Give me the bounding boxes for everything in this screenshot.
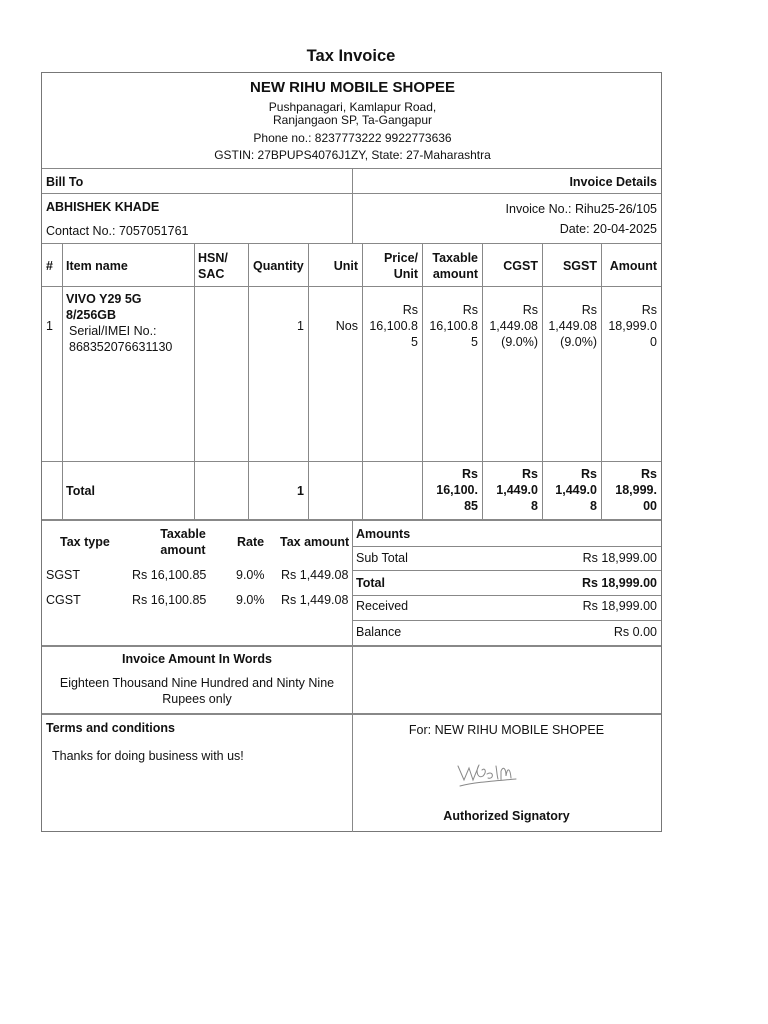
item-sgst: Rs 1,449.08 (9.0%) (548, 303, 597, 349)
amounts-heading: Amounts (356, 527, 411, 541)
balance-label: Balance (356, 625, 402, 639)
col-header-qty: Quantity (253, 259, 304, 273)
item-cgst: Rs 1,449.08 (9.0%) (489, 303, 538, 349)
total-label: Total (66, 484, 95, 498)
col-header-item: Item name (66, 259, 128, 273)
signature-image (454, 756, 520, 790)
subtotal-label: Sub Total (356, 551, 408, 565)
col-header-num: # (46, 259, 53, 273)
invoice-frame (41, 72, 662, 832)
shop-address-line2: Ranjangaon SP, Ta-Gangapur (272, 113, 432, 127)
total-qty: 1 (297, 484, 304, 498)
bill-to-heading: Bill To (46, 175, 84, 189)
invoice-date: Date: 20-04-2025 (559, 222, 657, 236)
tax-header-rate: Rate (237, 535, 265, 549)
amount-words-heading: Invoice Amount In Words (121, 652, 272, 666)
terms-heading: Terms and conditions (46, 721, 175, 735)
received-label: Received (356, 599, 409, 613)
col-header-cgst: CGST (503, 259, 538, 273)
customer-contact: Contact No.: 7057051761 (46, 224, 189, 238)
subtotal-value: Rs 18,999.00 (582, 551, 657, 565)
shop-address-line1: Pushpanagari, Kamlapur Road, (268, 100, 437, 114)
item-price: Rs 16,100.8 5 (369, 303, 418, 349)
shop-phone: Phone no.: 8237773222 9922773636 (253, 131, 452, 145)
terms-text: Thanks for doing business with us! (52, 749, 244, 763)
shop-name: NEW RIHU MOBILE SHOPEE (249, 79, 455, 96)
tax-header-amount: Tax amount (280, 535, 350, 549)
item-num: 1 (46, 319, 53, 333)
total-sgst: Rs 1,449.0 8 (555, 467, 597, 513)
item-unit: Nos (335, 319, 358, 333)
signatory-for: For: NEW RIHU MOBILE SHOPEE (408, 723, 605, 737)
tax-row-type: CGST (46, 593, 81, 607)
document-title: Tax Invoice (306, 47, 396, 65)
col-header-taxable: Taxable amount (432, 251, 478, 281)
customer-name: ABHISHEK KHADE (46, 200, 160, 214)
item-qty: 1 (297, 319, 304, 333)
tax-row-amount: Rs 1,449.08 (281, 593, 349, 607)
tax-header-taxable: Taxable amount (160, 527, 206, 557)
item-taxable: Rs 16,100.8 5 (429, 303, 478, 349)
received-value: Rs 18,999.00 (582, 599, 657, 613)
total-taxable: Rs 16,100. 85 (436, 467, 478, 513)
total-amount: Rs 18,999. 00 (615, 467, 657, 513)
item-name: VIVO Y29 5G 8/256GB Serial/IMEI No.: 868352076631130 (66, 292, 173, 354)
invoice-number: Invoice No.: Rihu25-26/105 (505, 202, 657, 216)
tax-row-amount: Rs 1,449.08 (281, 568, 349, 582)
col-header-amount: Amount (609, 259, 657, 273)
tax-row-rate: 9.0% (236, 568, 265, 582)
col-header-hsn: HSN/ SAC (198, 251, 228, 281)
tax-header-type: Tax type (60, 535, 110, 549)
tax-row-taxable: Rs 16,100.85 (132, 568, 207, 582)
tax-row-rate: 9.0% (236, 593, 265, 607)
total-cgst: Rs 1,449.0 8 (496, 467, 538, 513)
shop-gstin: GSTIN: 27BPUPS4076J1ZY, State: 27-Maharashtra (214, 148, 491, 162)
tax-row-taxable: Rs 16,100.85 (132, 593, 207, 607)
grand-total-value: Rs 18,999.00 (581, 576, 657, 590)
item-amount: Rs 18,999.0 0 (608, 303, 657, 349)
col-header-price: Price/ Unit (383, 251, 418, 281)
authorized-signatory-label: Authorized Signatory (443, 809, 570, 823)
invoice-details-heading: Invoice Details (569, 175, 657, 189)
balance-value: Rs 0.00 (613, 625, 657, 639)
tax-row-type: SGST (46, 568, 81, 582)
grand-total-label: Total (356, 576, 385, 590)
col-header-sgst: SGST (562, 259, 597, 273)
amount-words-text: Eighteen Thousand Nine Hundred and Ninty Nine Rupees only (59, 676, 335, 706)
col-header-unit: Unit (333, 259, 358, 273)
